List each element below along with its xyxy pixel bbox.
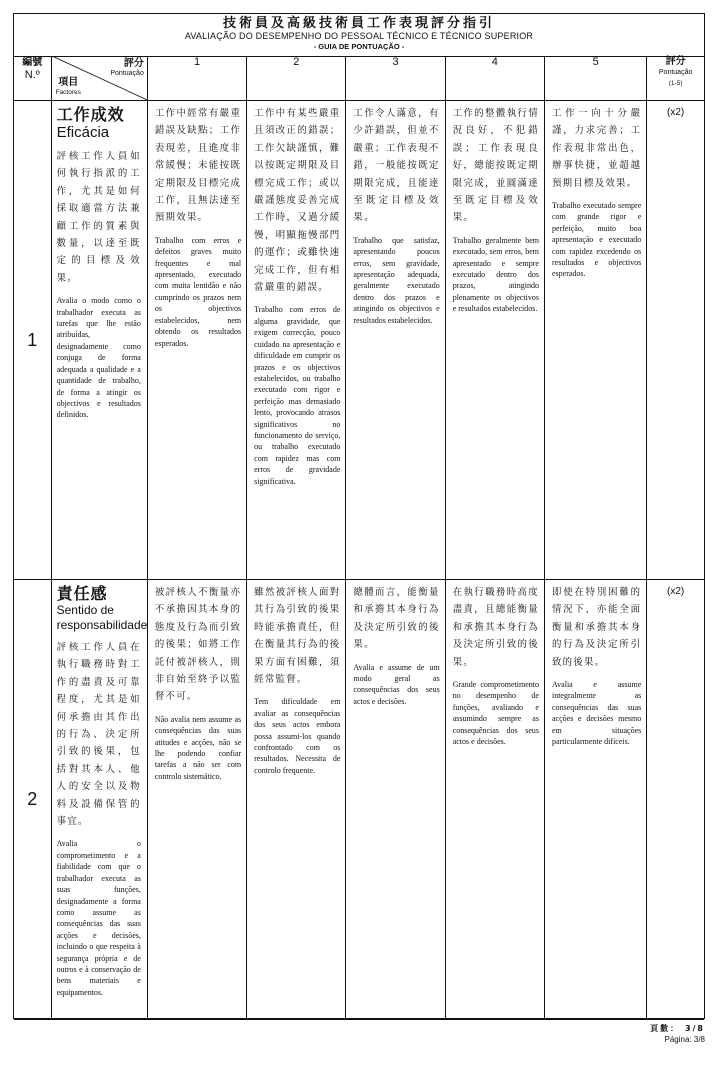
- factor-description: [51, 101, 147, 580]
- level-desc-zh: 工作中有某些嚴重且須改正的錯誤；工作欠缺謹慎，難以按既定期限及目標完成工作；或以嚴謹態度妥善完成工作時，又過分緩慢，明顯拖慢部門的運作；或雖快速完成工作，但有相當嚴重的錯誤。: [254, 108, 341, 294]
- factor-title-zh: 工作成效: [56, 105, 125, 124]
- level-2-description: [247, 580, 346, 1020]
- factor-title-pt: Sentido de responsabilidade: [56, 603, 148, 632]
- score-column-2: 2: [247, 56, 346, 101]
- factor-title-zh: 責任感: [56, 584, 108, 603]
- level-1-description: [147, 101, 246, 580]
- level-desc-zh: 總體而言，能衡量和承擔其本身行為及決定所引致的後果。: [353, 587, 440, 651]
- factor-desc-zh: 評核工作人員在執行職務時對工作的盡責及可靠程度，尤其是如何承擔由其作出的行為、決定所引致的後果，包括對其本人、他人的安全以及物料及設備保管的事宜。: [56, 642, 141, 828]
- page-number-zh: 頁數： 3/8: [650, 1024, 705, 1033]
- score-label-zh: 評分: [123, 58, 144, 69]
- header-row: [14, 56, 704, 101]
- score-column-5: 5: [544, 56, 646, 101]
- level-4-description: [445, 580, 544, 1020]
- item-label-zh: 項目: [58, 77, 79, 88]
- row-number: 1: [14, 101, 51, 580]
- weight-multiplier: (x2): [647, 101, 704, 580]
- level-desc-pt: Avalia e assume de um modo geral as consequências dos seus actos e decisões.: [353, 662, 440, 706]
- level-2-description: [247, 101, 346, 580]
- level-3-description: [346, 101, 445, 580]
- level-4-description: [445, 101, 544, 580]
- level-desc-zh: 工作令人滿意，有少許錯誤，但並不嚴重；工作表現不錯，一般能按既定期限完成，且能達至既定目標及效果。: [353, 108, 440, 224]
- level-desc-pt: Trabalho com erros de alguma gravidade, que exigem correcção, pouco cuidado na apresentação e dificuldade em cumprir os prazos e os objectivos estabelecidos, ou trabalho executado com rigor e perfeição mas demasiado lento, provocando atrasos significativos no funcionamento do serviço, ou trabalho executado com rapidez mas com erros de gravidade significativa.: [254, 305, 341, 486]
- factor-title-pt: Eficácia: [56, 124, 110, 141]
- level-desc-pt: Trabalho geralmente bem executado, sem erros, bem apresentado e sempre executado dentro dos prazos, atingindo plenamente os objectivos e resultados estabelecidos.: [452, 235, 539, 314]
- level-1-description: [147, 580, 246, 1020]
- factor-desc-pt: Avalia o modo como o trabalhador executa as tarefas que lhe estão atribuídas, designadamente como conjuga de forma adequada a qualidade e a quantidade de trabalho, de forma a atingir os objectivos e resultados definidos.: [56, 296, 141, 420]
- page-number-pt: Página: 3/8: [664, 1035, 705, 1044]
- weight-column-header: [647, 56, 704, 101]
- weight-label-zh: 評分: [665, 56, 686, 67]
- level-desc-zh: 工作一向十分嚴謹，力求完善；工作表現非常出色，辦事快捷，並超越預期目標及效果。: [551, 108, 642, 189]
- factor-desc-zh: 評核工作人員如何執行指派的工作，尤其是如何採取適當方法兼顧工作的質素與數量，以達至既定的目標及效果。: [56, 151, 141, 284]
- title-block: [14, 14, 704, 57]
- level-desc-zh: 工作中經常有嚴重錯誤及缺點；工作表現差，且進度非常緩慢；未能按既定期限及目標完成工作，且無法達至預期效果。: [154, 108, 242, 224]
- scoring-table: [14, 56, 704, 1020]
- level-3-description: [346, 580, 445, 1020]
- level-desc-pt: Tem dificuldade em avaliar as consequências dos seus actos embora possa assumi-los quando confrontado com os resultados. Necessita de controlo frequente.: [254, 697, 341, 775]
- level-5-description: [544, 580, 646, 1020]
- number-label-zh: 編號: [22, 57, 43, 68]
- level-desc-zh: 即使在特別困難的情況下，亦能全面衡量和承擔其本身的行為及決定所引致的後果。: [551, 587, 642, 668]
- subtitle-guide: - GUIA DE PONTUAÇÃO -: [313, 42, 405, 51]
- level-desc-pt: Trabalho que satisfaz, apresentando poucos erros, sem gravidade, apresentação adequada, geralmente executado dentro dos prazos e atingindo os objectivos e resultados estabelecidos.: [353, 235, 440, 325]
- row-number: 2: [14, 580, 51, 1020]
- number-column-header: [14, 56, 51, 101]
- weight-range: (1-5): [668, 80, 683, 87]
- level-desc-pt: Grande comprometimento no desempenho de funções, avaliando e assumindo sempre as consequências dos seus actos e decisões.: [452, 680, 539, 747]
- level-desc-pt: Trabalho com erros e defeitos graves muito frequentes e mal apresentado, executado com muita lentidão e não cumprindo os prazos nem os objectivos estabelecidos, nem obtendo os resultados esperados.: [154, 235, 242, 348]
- page-footer: [650, 1023, 705, 1045]
- factor-score-diagonal-header: [51, 56, 147, 101]
- title-pt: AVALIAÇÃO DO DESEMPENHO DO PESSOAL TÉCNICO E TÉCNICO SUPERIOR: [184, 31, 534, 41]
- weight-label-pt: Pontuação: [658, 69, 693, 76]
- factor-desc-pt: Avalia o comprometimento e a fiabilidade com que o trabalhador executa as suas funções, designadamente a forma como assume as consequências das suas acções e decisões, incluindo o que respeita à segurança própria e de outros e à conservação de bens materiais e equipamentos.: [56, 839, 141, 997]
- level-desc-pt: Trabalho executado sempre com grande rigor e perfeição, muito boa apresentação e executado com rapidez excedendo os resultados e objectivos esperados.: [551, 201, 642, 279]
- weight-multiplier: (x2): [647, 580, 704, 1020]
- item-label-pt: Factores: [55, 89, 81, 96]
- score-column-1: 1: [147, 56, 246, 101]
- number-label-pt: N.º: [24, 69, 40, 81]
- title-zh: 技術員及高級技術員工作表現評分指引: [222, 16, 495, 31]
- score-label-pt: Pontuação: [110, 70, 144, 77]
- level-desc-zh: 雖然被評核人面對其行為引致的後果時能承擔責任，但在衡量其行為的後果方面有困難，須經常監督。: [254, 587, 341, 686]
- item-label: [56, 78, 81, 98]
- document-frame: [13, 13, 705, 1019]
- level-desc-zh: 在執行職務時高度盡責，且總能衡量和承擔其本身行為及決定所引致的後果。: [452, 587, 539, 668]
- score-label: [110, 59, 143, 79]
- factor-description: [51, 580, 147, 1020]
- level-desc-pt: Não avalia nem assume as consequências das suas atitudes e acções, não se lhe podendo confiar tarefas a não ser com controlo sistemático.: [154, 714, 242, 781]
- factor-row-efficacy: [14, 101, 704, 580]
- level-5-description: [544, 101, 646, 580]
- score-column-4: 4: [445, 56, 544, 101]
- factor-row-responsibility: [14, 580, 704, 1020]
- score-column-3: 3: [346, 56, 445, 101]
- level-desc-pt: Avalia e assume integralmente as consequências das suas acções e decisões mesmo em situações particularmente difíceis.: [551, 680, 642, 747]
- level-desc-zh: 被評核人不衡量亦不承擔因其本身的態度及行為而引致的後果；如將工作託付被評核人，則非自始至終予以監督不可。: [154, 587, 242, 703]
- level-desc-zh: 工作的整體執行情況良好，不犯錯誤；工作表現良好，總能按既定期限完成，並圓滿達至既定目標及效果。: [452, 108, 539, 224]
